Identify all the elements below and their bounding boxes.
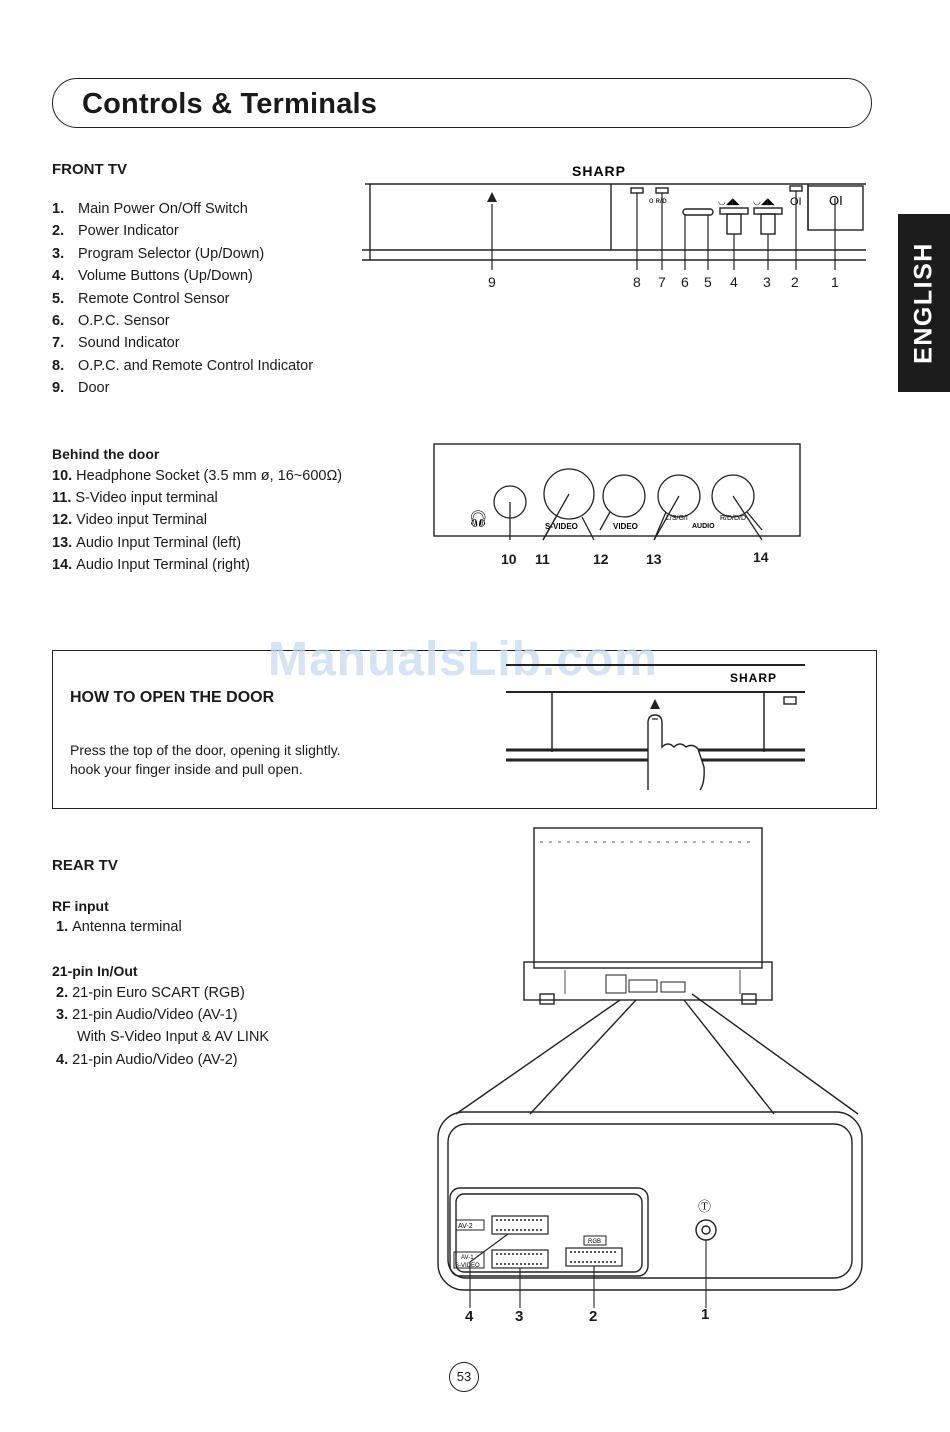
callout-1: 1 — [701, 1306, 710, 1323]
front-tv-list — [52, 198, 313, 400]
door-arrow-icon — [487, 192, 497, 202]
watermark: ManualsLib.com — [268, 633, 659, 686]
list-item: 2. 21-pin Euro SCART (RGB) — [56, 985, 245, 1001]
list-item: 4. 21-pin Audio/Video (AV-2) — [56, 1051, 238, 1068]
callout-3: 3 — [515, 1308, 524, 1325]
list-item: 10. Headphone Socket (3.5 mm ø, 16~600Ω) — [52, 468, 343, 484]
av2-label: AV-2 — [458, 1223, 473, 1230]
list-item: 1. Antenna terminal — [56, 919, 182, 935]
finger-icon — [648, 715, 704, 790]
list-item: 5. Remote Control Sensor — [52, 290, 230, 307]
behind-door-heading: Behind the door — [52, 446, 160, 462]
brand-logo: SHARP — [730, 671, 778, 685]
front-tv-diagram — [360, 158, 870, 290]
callout-2: 2 — [589, 1308, 598, 1325]
list-item: 14. Audio Input Terminal (right) — [52, 556, 250, 573]
scart-list — [56, 982, 269, 1071]
audio-left-label: L/S/G/I — [666, 515, 688, 522]
open-door-diagram — [500, 655, 810, 795]
callout-6: 6 — [681, 274, 689, 290]
callout-12: 12 — [593, 551, 609, 567]
rear-tv-heading: REAR TV — [52, 857, 118, 874]
video-label: VIDEO — [613, 522, 638, 531]
language-tab[interactable] — [898, 214, 950, 392]
page-number: 53 — [449, 1362, 479, 1392]
behind-door-diagram — [430, 440, 805, 570]
callout-4: 4 — [730, 274, 738, 290]
callout-7: 7 — [658, 274, 666, 290]
rgb-label: RGB — [588, 1239, 602, 1245]
door-arrow-icon — [650, 699, 660, 709]
list-item: 3. 21-pin Audio/Video (AV-1) — [56, 1007, 238, 1024]
page-title: Controls & Terminals — [82, 88, 378, 120]
list-item: 2. Power Indicator — [52, 223, 179, 240]
behind-door-list — [52, 465, 342, 576]
list-item: 1. Main Power On/Off Switch — [52, 201, 248, 217]
list-item: 3. Program Selector (Up/Down) — [52, 245, 265, 262]
callout-14: 14 — [753, 549, 769, 565]
list-item: 6. O.P.C. Sensor — [52, 312, 170, 329]
power-switch-label: OI — [829, 193, 843, 208]
list-item: 4. Volume Buttons (Up/Down) — [52, 268, 253, 285]
open-door-heading: HOW TO OPEN THE DOOR — [70, 689, 275, 706]
list-item: 8. O.P.C. and Remote Control Indicator — [52, 357, 314, 374]
callout-1: 1 — [831, 274, 839, 290]
rf-input-list — [56, 916, 182, 938]
callout-4: 4 — [465, 1308, 474, 1325]
callout-2: 2 — [791, 274, 799, 290]
antenna-icon: Ⓣ — [698, 1199, 712, 1214]
volume-label: ◡◢◣ — [718, 196, 740, 206]
list-item: 11. S-Video input terminal — [52, 490, 218, 507]
callout-11: 11 — [535, 551, 550, 567]
rf-input-heading: RF input — [52, 898, 109, 914]
list-item: 7. Sound Indicator — [52, 335, 180, 352]
headphone-icon: 🎧︎ — [468, 511, 489, 528]
list-item: With S-Video Input & AV LINK — [77, 1029, 270, 1046]
callout-10: 10 — [501, 551, 517, 567]
brand-logo: SHARP — [572, 163, 627, 179]
callout-9: 9 — [488, 274, 496, 290]
video-terminal — [603, 475, 645, 517]
scart-heading: 21-pin In/Out — [52, 963, 138, 979]
s-video-label: S-VIDEO — [455, 1263, 480, 1269]
power-indicator-label: OI — [790, 196, 802, 208]
audio-label: AUDIO — [692, 523, 715, 530]
av1-label: AV-1 — [461, 1255, 474, 1261]
language-tab-label: ENGLISH — [909, 242, 938, 364]
callout-3: 3 — [763, 274, 771, 290]
callout-5: 5 — [704, 274, 712, 290]
sound-indicator-label: ᴏ ʀ/ᴅ — [649, 196, 667, 205]
list-item: 9. Door — [52, 380, 110, 397]
open-door-instructions: Press the top of the door, opening it slightly. hook your finger inside and pull open. — [70, 742, 341, 777]
audio-right-label: R/D/D/D — [720, 515, 747, 522]
program-label: ◡◢◣ — [753, 196, 775, 206]
rear-tv-diagram — [430, 822, 870, 1332]
front-tv-heading: FRONT TV — [52, 161, 127, 178]
list-item: 13. Audio Input Terminal (left) — [52, 534, 242, 551]
list-item: 12. Video input Terminal — [52, 512, 208, 529]
callout-8: 8 — [633, 274, 641, 290]
callout-13: 13 — [646, 551, 662, 567]
s-video-label: S-VIDEO — [545, 522, 578, 531]
